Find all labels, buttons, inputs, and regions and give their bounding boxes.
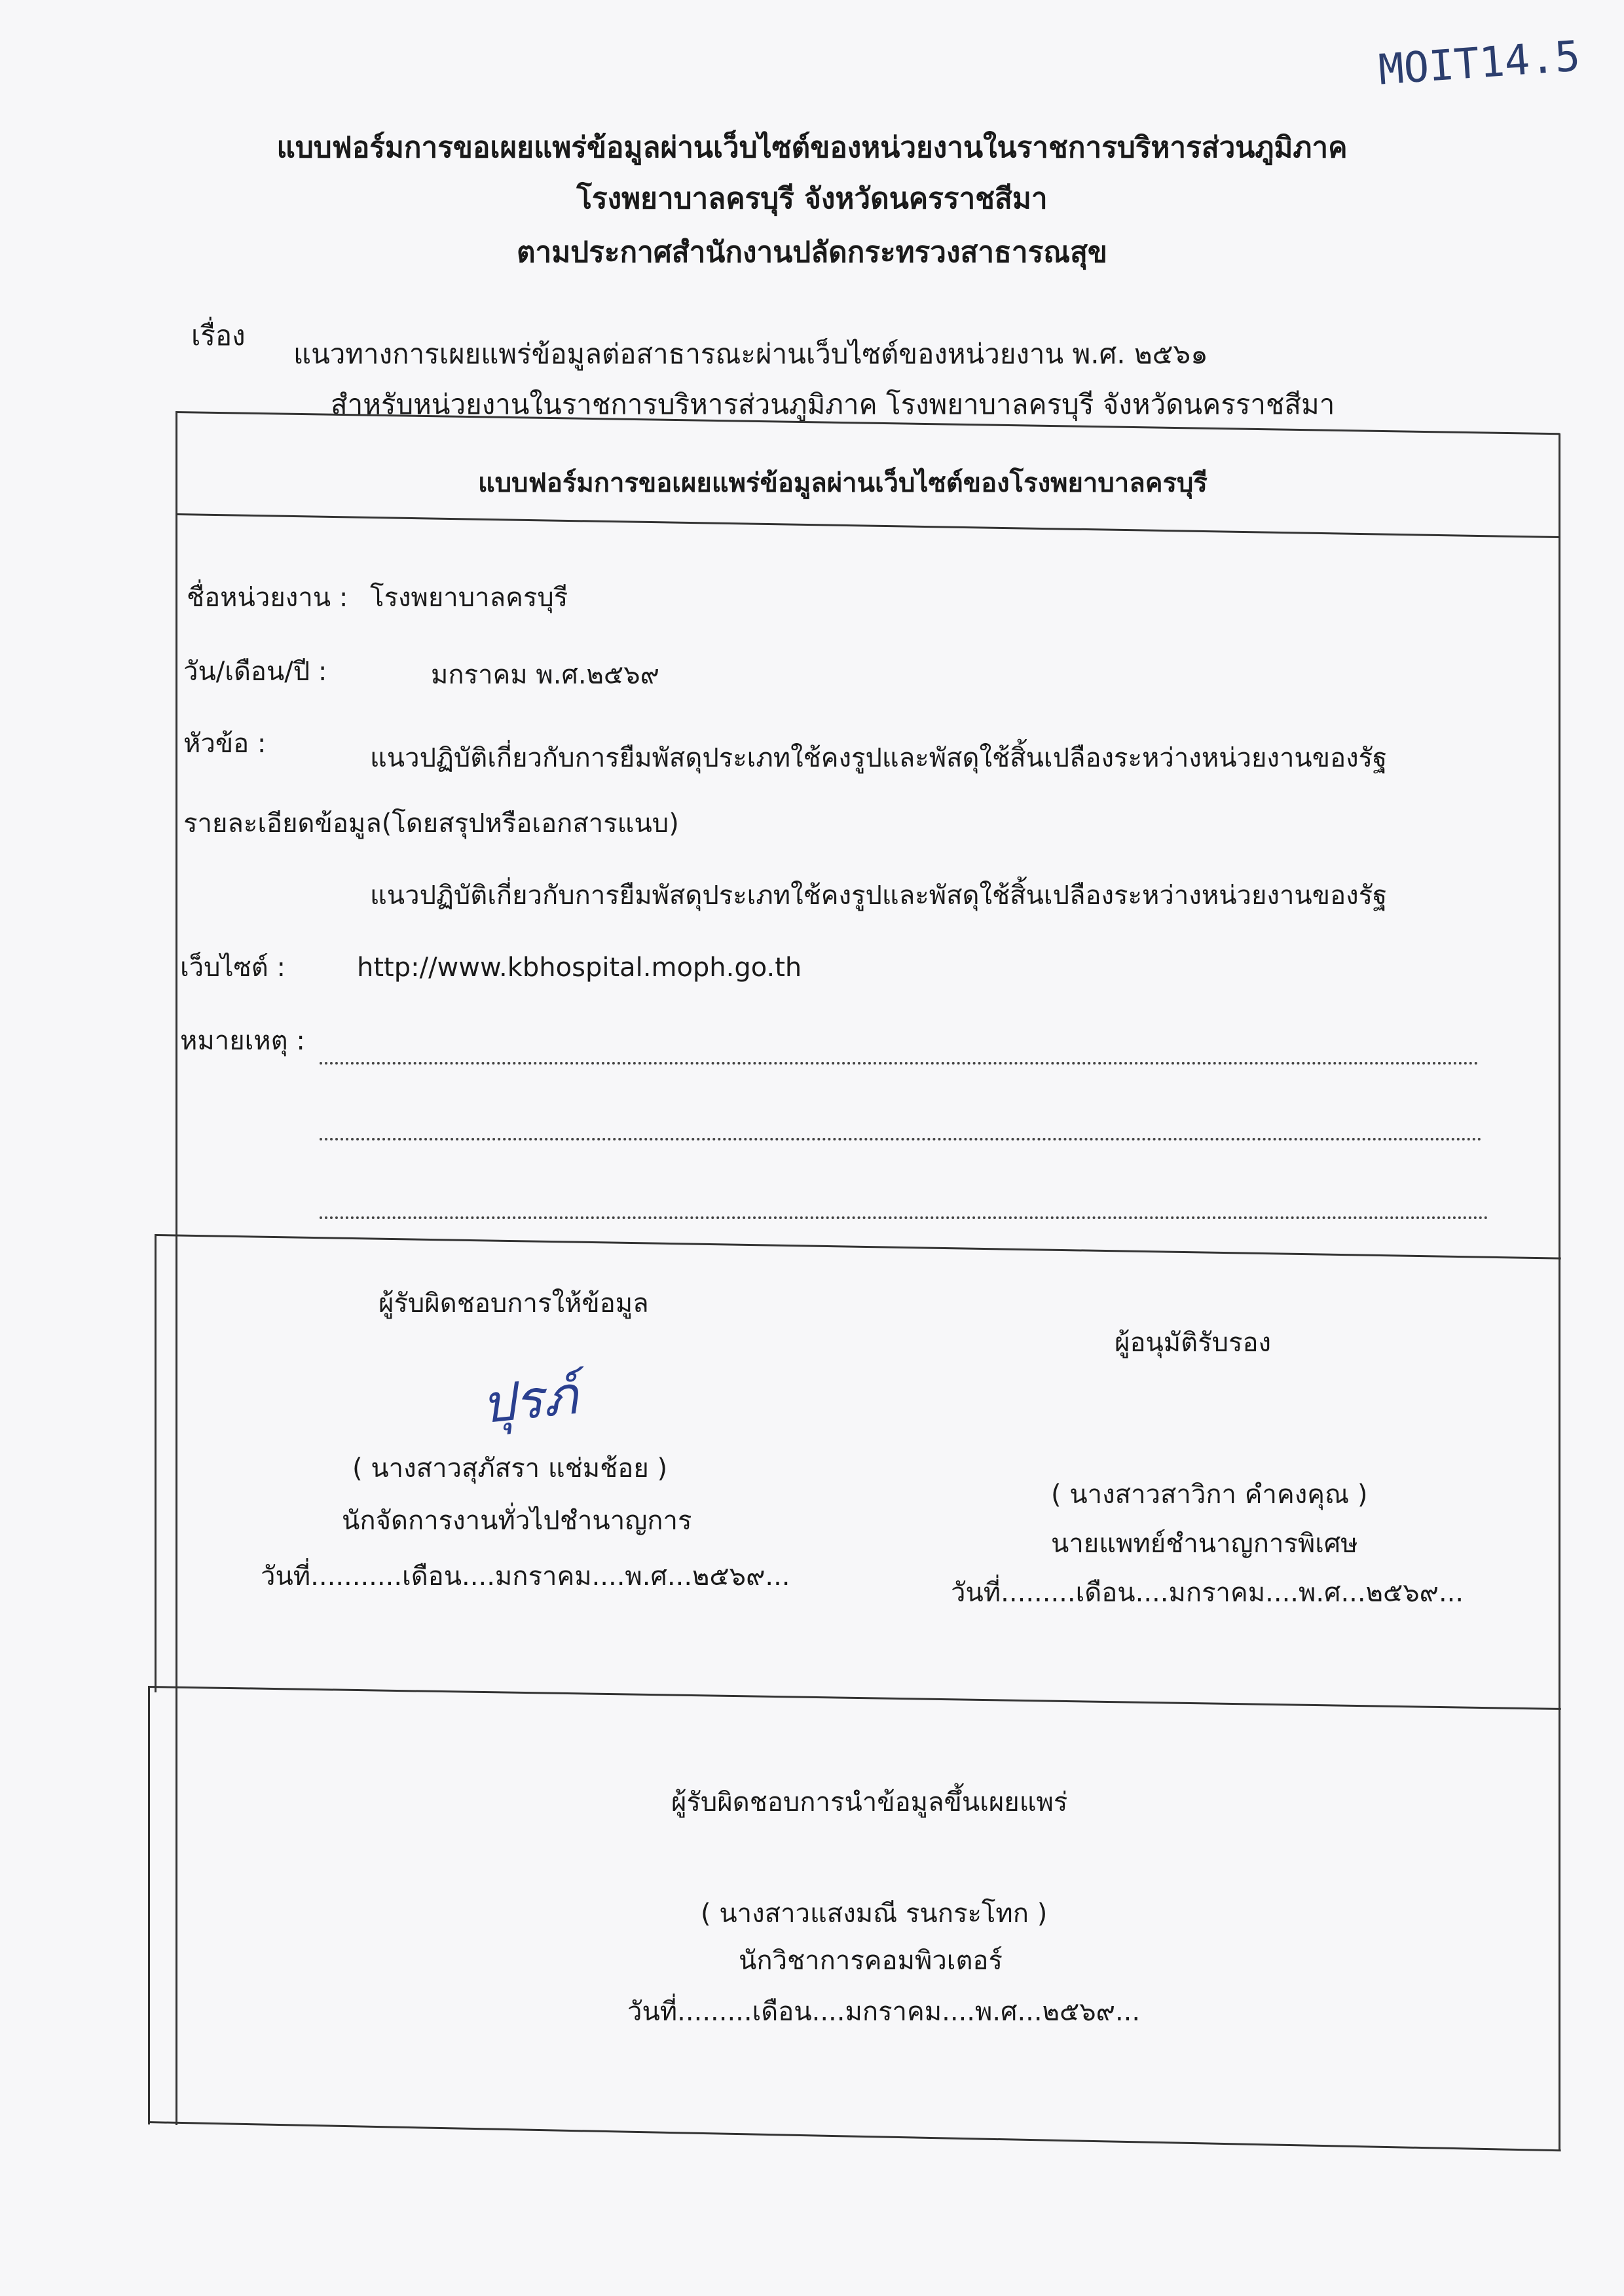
detail-value: แนวปฏิบัติเกี่ยวกับการยืมพัสดุประเภทใช้คงรูปและพัสดุใช้สิ้นเปลืองระหว่างหน่วยงานของรัฐ [370, 881, 1388, 911]
responsible-position: นักจัดการงานทั่วไปชำนาญการ [342, 1506, 692, 1536]
date-label: วัน/เดือน/ปี : [183, 657, 327, 687]
publisher-name: ( นางสาวแสงมณี รนกระโทก ) [701, 1899, 1048, 1929]
website-label: เว็บไซต์ : [180, 953, 286, 983]
unit-label: ชื่อหน่วยงาน : [187, 583, 348, 613]
header-line-3: ตามประกาศสำนักงานปลัดกระทรวงสาธารณสุข [516, 236, 1108, 269]
publisher-heading: ผู้รับผิดชอบการนำข้อมูลขึ้นเผยแพร่ [671, 1787, 1068, 1817]
form-title: แบบฟอร์มการขอเผยแพร่ข้อมูลผ่านเว็บไซต์ของโรงพยาบาลครบุรี [478, 468, 1208, 498]
header-line-2: โรงพยาบาลครบุรี จังหวัดนครราชสีมา [576, 182, 1048, 215]
responsible-name: ( นางสาวสุภัสรา แช่มช้อย ) [352, 1453, 668, 1484]
approver-name: ( นางสาวสาวิกา คำคงคุณ ) [1051, 1480, 1368, 1510]
corner-handwritten-note: MOIT14.5 [1376, 32, 1582, 95]
remark-dotted-line-1 [320, 1062, 1479, 1065]
publisher-date: วันที่.........เดือน....มกราคม....พ.ศ...๒๕๖๙... [627, 1997, 1141, 2027]
topic-label: หัวข้อ : [183, 729, 267, 759]
responsible-heading: ผู้รับผิดชอบการให้ข้อมูล [378, 1288, 649, 1319]
remark-dotted-line-3 [320, 1216, 1488, 1219]
remark-dotted-line-2 [320, 1138, 1482, 1140]
topic-value: แนวปฏิบัติเกี่ยวกับการยืมพัสดุประเภทใช้คงรูปและพัสดุใช้สิ้นเปลืองระหว่างหน่วยงานของรัฐ [370, 743, 1388, 773]
subject-label: เรื่อง [191, 319, 246, 352]
approver-position: นายแพทย์ชำนาญการพิเศษ [1051, 1529, 1358, 1559]
website-value: http://www.kbhospital.moph.go.th [357, 953, 802, 983]
approver-date: วันที่.........เดือน....มกราคม....พ.ศ...๒๕๖๙... [951, 1578, 1464, 1608]
subject-line-2: สำหรับหน่วยงานในราชการบริหารส่วนภูมิภาค โรงพยาบาลครบุรี จังหวัดนครราชสีมา [331, 388, 1335, 420]
remark-label: หมายเหตุ : [180, 1026, 305, 1056]
responsible-date: วันที่...........เดือน....มกราคม....พ.ศ...๒๕๖๙... [261, 1561, 790, 1592]
unit-value: โรงพยาบาลครบุรี [370, 583, 568, 613]
responsible-signature: ปุรภ์ [478, 1364, 580, 1436]
subject-line-1: แนวทางการเผยแพร่ข้อมูลต่อสาธารณะผ่านเว็บไซต์ของหน่วยงาน พ.ศ. ๒๕๖๑ [293, 338, 1208, 370]
approver-heading: ผู้อนุมัติรับรอง [1115, 1328, 1272, 1358]
publisher-position: นักวิชาการคอมพิวเตอร์ [739, 1946, 1003, 1976]
detail-label: รายละเอียดข้อมูล(โดยสรุปหรือเอกสารแนบ) [183, 809, 679, 839]
header-line-1: แบบฟอร์มการขอเผยแพร่ข้อมูลผ่านเว็บไซต์ของหน่วยงานในราชการบริหารส่วนภูมิภาค [276, 131, 1348, 164]
date-value: มกราคม พ.ศ.๒๕๖๙ [431, 660, 659, 690]
